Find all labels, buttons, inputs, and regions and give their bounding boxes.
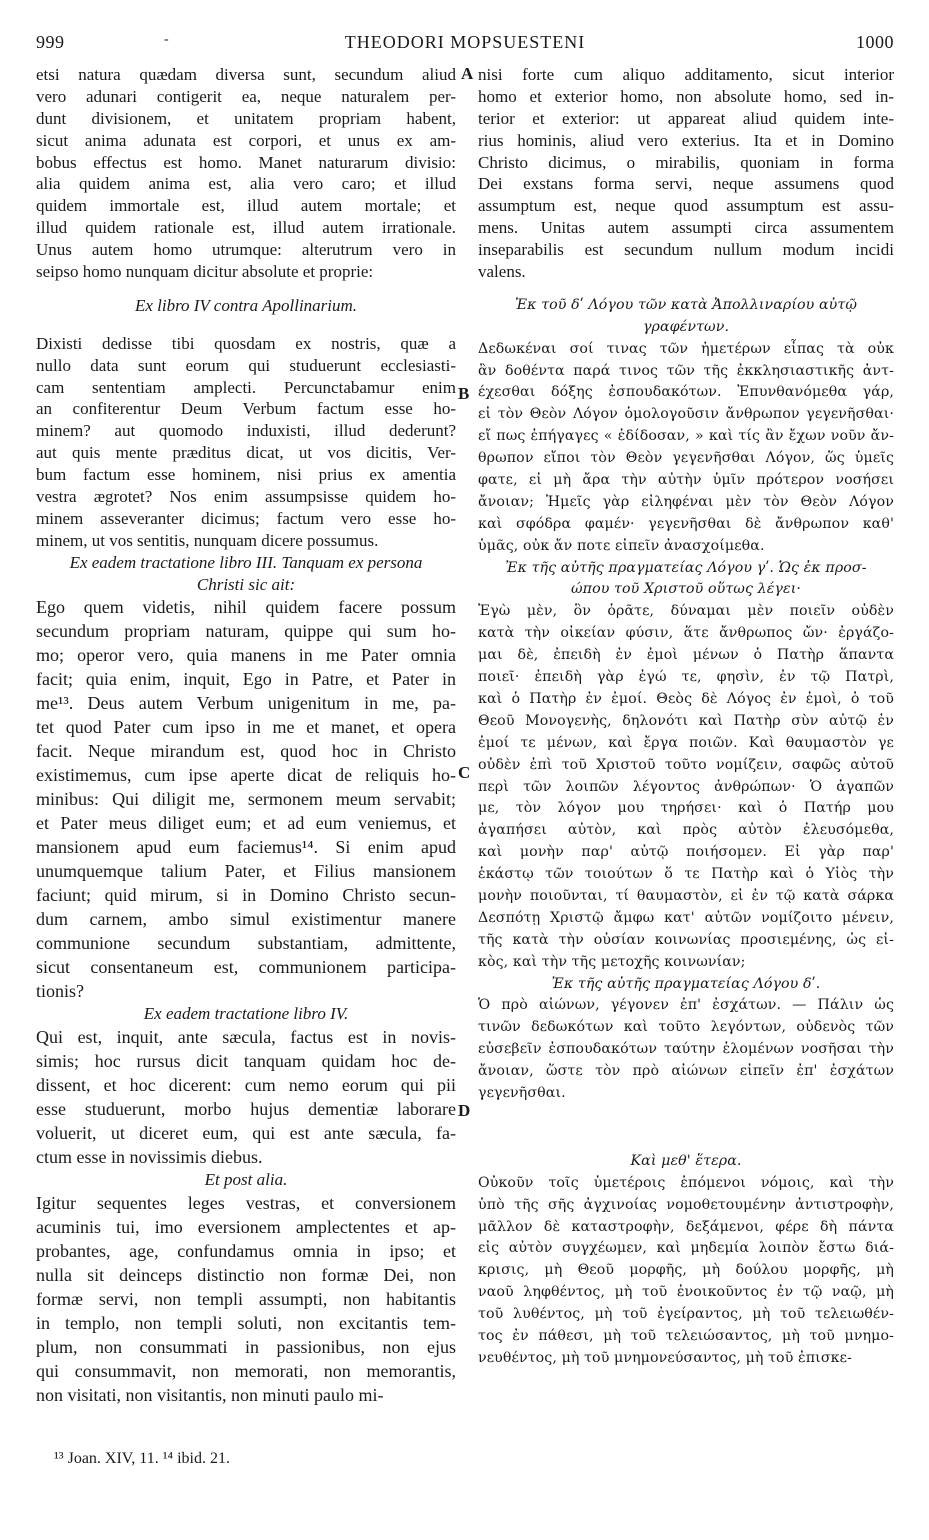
text-line: non visitati, non visitantis, non minuti paulo mi- [36,1385,384,1406]
text-line: καὶ ὁ Πατὴρ ἐν ἐμοί. Θεὸς δὲ Λόγος ἐν ἐμοὶ, ὁ τοῦ [478,690,894,707]
text-line: homo et exterior homo, non absolute homo, sed in- [478,86,894,106]
running-header [36,32,894,58]
text-line: nisi forte cum aliquo additamento, sicut interior [478,65,894,84]
text-line: aut quis mente præditus dicat, ut vos dicitis, Ver- [36,443,456,463]
text-line: θρωπον εἴποι τὸν Θεὸν γεγενῆσθαι Λόγον, ὥς ὑμεῖς [478,450,894,467]
text-line: minem, ut vos sentitis, nunquam dicere possumus. [36,530,379,550]
text-line: me¹³. Deus autem Verbum unigenitum in me, pa- [36,693,456,714]
text-line: Ἐγὼ μὲν, ὃν ὁρᾶτε, δύναμαι μὲν ποιεῖν οὐδὲν [478,603,894,620]
text-line: bum factum esse hominem, nisi prius ex amentia [36,465,456,485]
text-line: καὶ μονὴν παρ' αὐτῷ ποιήσομεν. Εἰ γὰρ παρ' [478,844,894,861]
text-line: an confiterentur Deum Verbum factum esse ho- [36,399,456,419]
greek-heading-logos-g-b: ώπου τοῦ Χριστοῦ οὕτως λέγει· [570,581,802,598]
text-line: facit; quia enim, inquit, Ego in Patre, et Pater in [36,669,456,690]
latin-paragraph-5 [36,1191,456,1407]
text-line: cam sententiam amplecti. Percunctabamur enim [36,377,456,397]
margin-marker-d: D [458,1101,471,1120]
margin-marker-b: B [458,384,470,403]
text-line: sicut anima adunata est corpori, et unus ex am- [36,130,456,150]
text-line: Δεδωκέναι σοί τινας τῶν ἡμετέρων εἶπας τὰ οὐκ [478,340,894,357]
text-line: seipso homo nunquam dicitur absolute et proprie: [36,262,374,282]
running-title: THEODORI MOPSUESTENI [344,32,586,52]
text-line: μονὴν ποιοῦνται, τί θαυμαστὸν, εἰ ἐν τῷ κατὰ σάρκα [478,887,894,904]
text-line: tionis? [36,981,84,1002]
footnotes: ¹³ Joan. XIV, 11. ¹⁴ ibid. 21. [54,1450,230,1467]
text-line: mens. Unitas autem assumpti circa assumentem [478,218,894,238]
text-line: ἂν δοθέντα παρά τινος τῶν τῆς ἐκκλησιαστικῆς ἀντ- [478,362,894,379]
text-line: ἄνοιαν, ὥστε τὸν πρὸ αἰώνων εἰπεῖν ἐπ' ἐσχάτων [478,1063,894,1080]
text-line: in templo, non templi soluti, non excitantis tem- [36,1313,456,1334]
text-line: Ego quem videtis, nihil quidem facere possum [36,597,456,618]
text-line: Θεοῦ Μονογενὴς, δηλονότι καὶ Πατὴρ σὺν αὐτῷ ἐν [478,712,894,729]
margin-marker-c: C [458,763,471,782]
text-line: rius hominis, aliud vero exterius. Ita et in Domino [478,130,894,150]
text-line: ἐμοί τε μένων, καὶ ἔργα ποιῶν. Καὶ θαυμαστὸν γε [478,734,894,751]
latin-paragraph-1 [36,64,456,283]
text-line: mansionem apud eum faciemus¹⁴. Si enim apud [36,837,456,858]
greek-heading-meth-hetera: Καὶ μεθ' ἕτερα. [630,1152,742,1169]
text-line: Dei exstans forma servi, neque assumens quod [478,174,894,194]
text-line: ποιεῖ· ἐπειδὴ γὰρ ἐγώ τε, φησὶν, ἐν τῷ Πατρὶ, [478,669,894,686]
greek-column [478,64,894,1370]
text-line: τος ἐν πάθεσι, μὴ τοῦ τελειώσαντος, μὴ τοῦ μνημο- [478,1327,894,1344]
text-line: κατὰ τὴν οἰκείαν φύσιν, ἅτε ἄνθρωπος ὤν· ἐργάζο- [478,625,894,642]
latin-paragraph-right-1 [478,64,894,283]
text-line: quidem immortale est, illud autem mortale; et [36,196,456,216]
page-number-left: 999 [36,32,65,52]
text-line: Ὁ πρὸ αἰώνων, γέγονεν ἐπ' ἐσχάτων. — Πάλιν ὡς [478,997,894,1014]
latin-heading-libro-iii-a: Ex eadem tractatione libro III. Tanquam ex persona [69,552,423,572]
text-line: τινῶν δεδωκότων καὶ τοῦτο λεγόντων, οὐδενὸς τῶν [478,1019,894,1036]
text-line: εἰ τὸν Θεὸν Λόγον ὁμολογοῦσιν ἄνθρωπον γεγενῆσθαι· [478,406,894,423]
text-line: περὶ τῶν λοιπῶν λέγοντος ἀνθρώπων· Ὁ ἀγαπῶν [478,778,894,795]
text-line: οὐδὲν ἐπὶ τοῦ Χριστοῦ τοῦτο νομίζειν, σαφῶς αὐτοῦ [478,756,894,773]
text-line: dum carnem, ambo simul existimentur manere [36,909,456,930]
text-line: κὸς, καὶ τὴν τῆς μετοχῆς κοινωνίαν; [478,953,746,970]
greek-heading-logos-g-a: Ἐκ τῆς αὐτῆς πραγματείας Λόγου γʹ. Ὡς ἐκ προσ- [505,559,867,576]
latin-heading-libro-iv-contra-apollinarium: Ex libro IV contra Apollinarium. [134,295,358,315]
page-number-right: 1000 [856,32,894,52]
text-line: nulla sit deinceps distinctio non formæ Dei, non [36,1265,456,1286]
text-line: καὶ σφόδρα φαμέν· γεγενῆσθαι δὲ ἄνθρωπον καθ' [478,515,894,532]
header-ornament: - [164,32,170,47]
text-line: Dixisti dedisse tibi quosdam ex nostris, quæ a [36,333,456,353]
text-line: valens. [478,262,526,282]
text-line: εἰς αὐτὸν συγχέωμεν, καὶ μηδεμία λοιπὸν ἔστω διά- [478,1240,894,1257]
text-line: ἀγαπήσει αὐτὸν, καὶ πρὸς αὐτὸν ἐλευσόμεθα, [478,822,894,839]
greek-paragraph-5 [478,1173,894,1370]
text-line: ὑμᾶς, οὐκ ἄν ποτε εἰπεῖν ἀνασχοίμεθα. [478,537,765,554]
latin-paragraph-3 [36,595,456,1003]
text-line: etsi natura quædam diversa sunt, secundum aliud [36,65,456,84]
text-line: formæ servi, non templi assumpti, non habitantis [36,1289,456,1310]
text-line: vero adunari contigerit ea, neque naturalem per- [36,86,456,106]
text-line: simis; hoc rursus dicit tanquam quidam hoc de- [36,1051,456,1072]
text-line: ὑπὸ τῆς σῆς ἀγχινοίας νομοθετουμένην ἀντιστροφὴν, [478,1196,894,1213]
text-line: μαι δὲ, ἐπειδὴ ἐν ἐμοὶ μένων ὁ Πατὴρ ἅπαντα [478,647,894,664]
text-line: ἑκάστῳ τῶν τοιούτων ὅ τε Πατὴρ καὶ ὁ Υἱὸς τὴν [478,866,894,883]
text-line: qui consummavit, non memorati, non memorantis, [36,1361,456,1382]
text-line: probantes, age, confundamus omnia in ipso; et [36,1241,456,1262]
text-line: minem asseveranter dicimus; factum vero esse ho- [36,508,456,528]
text-line: με, τὸν λόγον μου τηρήσει· καὶ ὁ Πατήρ μου [478,800,894,817]
text-line: vestra ægrotet? Nos enim assumpsisse quidem ho- [36,487,456,507]
text-line: communione secundum substantiam, admittente, [36,933,456,954]
text-line: illud quidem rationale est, illud autem irrationale. [36,218,456,238]
text-line: dissent, et hoc dicerent: cum nemo eorum qui pii [36,1075,456,1096]
text-line: εἴ πως ἐπήγαγες « ἐδίδοσαν, » καὶ τίς ἂν ἔχων νοῦν ἄν- [478,428,894,445]
text-line: unumquemque talium Pater, et Filius mansionem [36,861,456,882]
latin-heading-libro-iv: Ex eadem tractatione libro IV. [143,1004,349,1024]
margin-marker-a: A [461,64,474,83]
latin-heading-post-alia: Et post alia. [204,1170,288,1190]
text-line: minibus: Qui diligit me, sermonem meum servabit; [36,789,456,810]
text-line: ἄνοιαν; Ἡμεῖς γὰρ εἰληφέναι μὲν τὸν Θεὸν Λόγον [478,493,894,510]
text-line: nullo data sunt eorum qui studuerunt ecclesiasti- [36,355,456,375]
text-line: voluerit, ut diceret eum, qui est ante sæcula, fa- [36,1123,456,1144]
text-line: sicut consentaneum est, communionem participa- [36,957,456,978]
text-line: minem? aut quomodo induxisti, illud dederunt? [36,421,456,441]
text-line: ναοῦ ληφθέντος, μὴ τοῦ ἐνοικοῦντος ἐν τῷ ναῷ, μὴ [478,1284,894,1301]
text-line: facit. Neque mirandum est, quod hoc in Christo [36,741,456,762]
latin-heading-libro-iii-b: Christi sic ait: [196,574,296,594]
greek-paragraph-4 [478,995,894,1104]
text-line: μᾶλλον δὲ καταστροφὴν, δεξάμενοι, φέρε δὴ πάντα [478,1218,894,1235]
text-line: et Pater meus diliget eum; et ad eum veniemus, et [36,813,456,834]
text-line: ctum esse in novissimis diebus. [36,1147,263,1168]
text-line: Unus autem homo utrumque: alterutrum vero in [36,240,456,260]
latin-paragraph-4 [36,1025,456,1169]
text-line: secundum propriam naturam, quippe qui sum ho- [36,621,456,642]
text-line: plum, non consummati in passionibus, non ejus [36,1337,456,1358]
text-line: Qui est, inquit, ante sæcula, factus est in novis- [36,1027,456,1048]
text-line: κρισις, μὴ Θεοῦ μορφῆς, μὴ δούλου μορφῆς, μὴ [478,1262,894,1279]
text-line: φατε, εἰ μὴ ἄρα τὴν αὐτὴν ὑμῖν πρότερον νοσήσει [478,472,894,489]
text-line: existimemus, cum ipse aperte dicat de reliquis ho- [36,765,456,786]
text-line: bobus effectus est homo. Manet naturarum divisio: [36,152,456,172]
text-line: Christo dicimus, o mirabilis, quoniam in forma [478,152,894,172]
text-line: νευθέντος, μὴ τοῦ μνημονεύσαντος, μὴ τοῦ ἐπισκε- [478,1349,852,1366]
text-line: faciunt; quid mirum, si in Domino Christo secun- [36,885,456,906]
text-line: acuminis tui, imo eversionem amplectentes et ap- [36,1217,456,1238]
text-line: εὐσεβεῖν ἐσπουδακότων ταύτην ἑλομένων νοσῆσαι τὴν [478,1041,894,1058]
text-line: Δεσπότῃ Χριστῷ ἄμφω κατ' αὐτῶν νομίζοιτο μένειν, [478,909,894,926]
text-line: terior et exterior: ut appareat aliud quidem inte- [478,108,894,128]
greek-heading-logos-d: Ἐκ τῆς αὐτῆς πραγματείας Λόγου δʹ. [551,975,821,992]
text-line: mo; operor vero, quia manens in me Pater omnia [36,645,456,666]
greek-paragraph-2 [478,339,894,558]
text-line: Οὐκοῦν τοῖς ὑμετέροις ἑπόμενοι νόμοις, καὶ τὴν [478,1174,894,1191]
text-line: esse studuerunt, morbo hujus dementiæ laborare [36,1099,456,1120]
greek-heading-apollinarium-b: γραφέντων. [642,318,730,335]
latin-column [36,64,456,1407]
text-line: tet quod Pater cum ipso in me et manet, et opera [36,717,456,738]
latin-paragraph-2 [36,333,456,552]
text-line: alia quidem anima est, alia vero caro; et illud [36,174,456,194]
text-line: assumptum est, neque quod assumptum est assu- [478,196,894,216]
text-line: τῆς κατὰ τὴν οὐσίαν κοινωνίας προσιεμένης, ὡς εἰ- [478,931,894,948]
text-line: dunt divisionem, et unitatem propriam habent, [36,108,456,128]
greek-paragraph-3 [478,601,894,973]
text-line: Igitur sequentes leges vestras, et conversionem [36,1193,456,1214]
text-line: inseparabilis est secundum nullum modum incidi [478,240,894,260]
text-line: γεγενῆσθαι. [478,1084,566,1101]
greek-heading-apollinarium-a: Ἐκ τοῦ δʹ Λόγου τῶν κατὰ Ἀπολλιναρίου αὐτῷ [514,296,858,313]
text-line: έχεσθαι δόξης ἐσπουδακότων. Ἐπυνθανόμεθα γάρ, [478,384,894,401]
text-line: τοῦ λυθέντος, μὴ τοῦ ἐγείραντος, μὴ τοῦ τελειωθέν- [478,1306,894,1323]
